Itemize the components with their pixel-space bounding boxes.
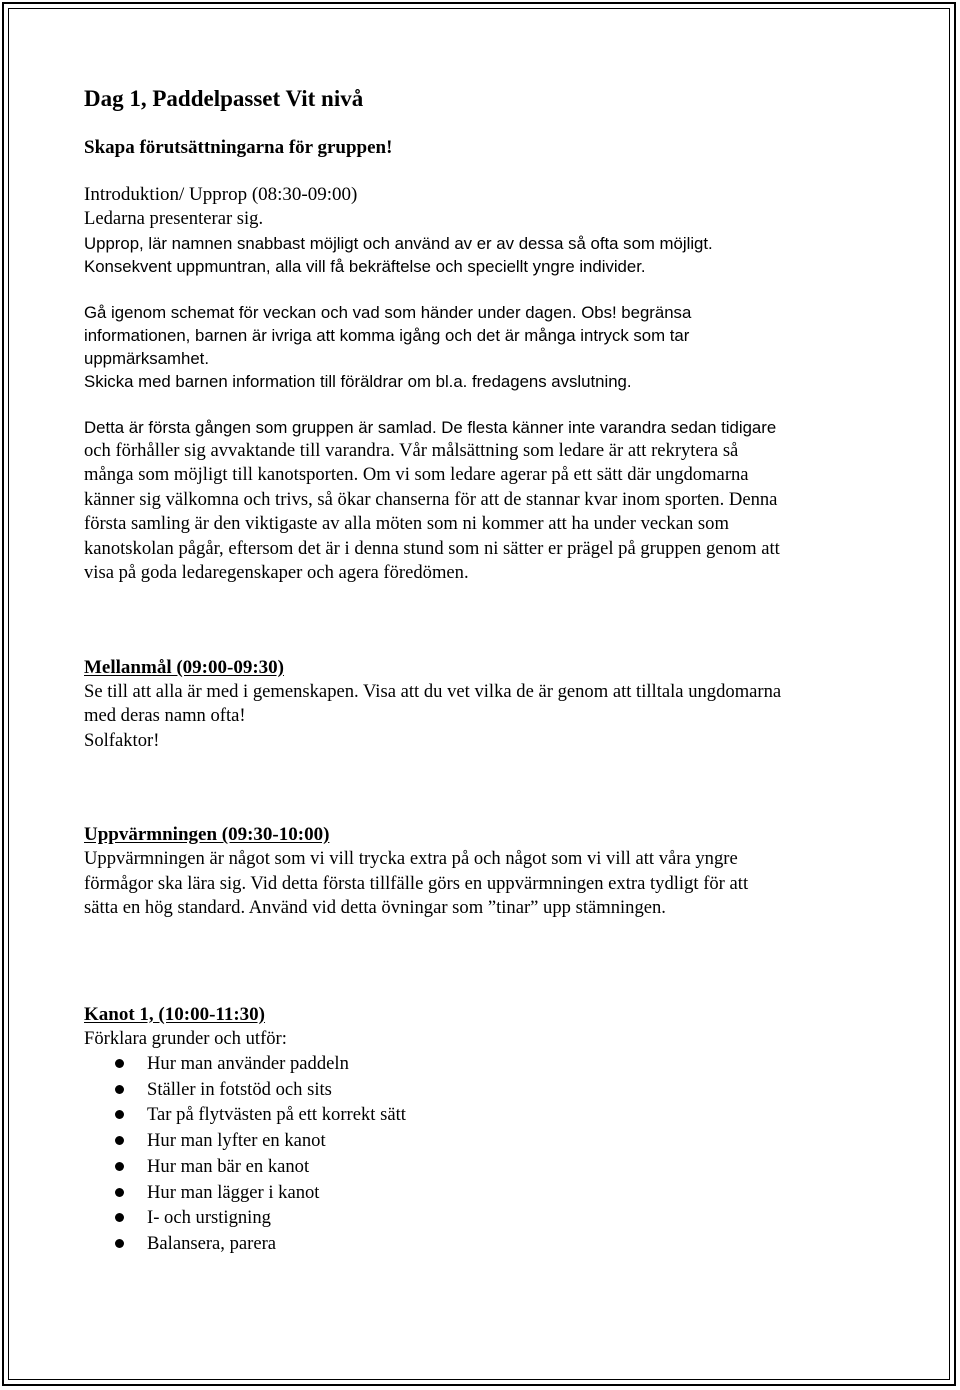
page-title: Dag 1, Paddelpasset Vit nivå xyxy=(84,86,364,111)
bullet-icon xyxy=(115,1110,124,1119)
canoe-heading: Kanot 1, (10:00-11:30) xyxy=(84,1003,266,1025)
snack-line: med deras namn ofta! xyxy=(84,705,246,726)
list-item: Balansera, parera xyxy=(84,1231,894,1257)
section-intro xyxy=(84,183,894,586)
intro-line: Konsekvent uppmuntran, alla vill få bekräftelse och speciellt yngre individer. xyxy=(84,256,646,276)
warmup-line: Uppvärmningen är något som vi vill trycka extra på och något som vi vill att våra yngre xyxy=(84,848,738,869)
list-item: Hur man lägger i kanot xyxy=(84,1180,894,1206)
warmup-line: sätta en hög standard. Använd vid detta övningar som ”tinar” upp stämningen. xyxy=(84,897,666,918)
canoe-list xyxy=(84,1051,894,1257)
intro-paragraph2-line: och förhåller sig avvaktande till varandra. Vår målsättning som ledare är att rekrytera så xyxy=(84,439,739,461)
bullet-icon xyxy=(115,1213,124,1222)
page-subtitle: Skapa förutsättningarna för gruppen! xyxy=(84,137,393,158)
bullet-icon xyxy=(115,1239,124,1248)
bullet-icon xyxy=(115,1085,124,1094)
snack-line: Se till att alla är med i gemenskapen. Visa att du vet vilka de är genom att tilltala ungdomarna xyxy=(84,680,782,702)
intro-paragraph2-line: kanotskolan pågår, eftersom det är i denna stund som ni sätter er prägel på gruppen genom att xyxy=(84,537,780,559)
intro-paragraph1-line: informationen, barnen är ivriga att komma igång och det är många intryck som tar xyxy=(84,325,690,345)
intro-paragraph1-line: Gå igenom schemat för veckan och vad som händer under dagen. Obs! begränsa xyxy=(84,302,692,322)
list-item: Ställer in fotstöd och sits xyxy=(84,1077,894,1103)
canoe-intro: Förklara grunder och utför: xyxy=(84,1027,287,1049)
list-item: Tar på flytvästen på ett korrekt sätt xyxy=(84,1102,894,1128)
bullet-icon xyxy=(115,1188,124,1197)
intro-paragraph2-line: Detta är första gången som gruppen är samlad. De flesta känner inte varandra sedan tidigare xyxy=(84,417,777,437)
list-item: Hur man lyfter en kanot xyxy=(84,1128,894,1154)
intro-paragraph2-line: känner sig välkomna och trivs, så ökar chanserna för att de stannar kvar inom sporten. Denna xyxy=(84,488,778,510)
intro-line: Ledarna presenterar sig. xyxy=(84,208,264,229)
list-item: Hur man använder paddeln xyxy=(84,1051,894,1077)
warmup-line: förmågor ska lära sig. Vid detta första tillfälle görs en uppvärmningen extra tydligt för att xyxy=(84,872,749,894)
list-item: Hur man bär en kanot xyxy=(84,1154,894,1180)
intro-paragraph2-line: visa på goda ledaregenskaper och agera föredömen. xyxy=(84,562,469,583)
intro-paragraph1-line: uppmärksamhet. xyxy=(84,348,209,368)
section-canoe xyxy=(84,1003,894,1257)
bullet-icon xyxy=(115,1059,124,1068)
list-item: I- och urstigning xyxy=(84,1205,894,1231)
intro-paragraph2-line: många som möjligt till kanotsporten. Om vi som ledare agerar på ett sätt där ungdomarna xyxy=(84,464,749,485)
bullet-icon xyxy=(115,1162,124,1171)
section-warmup xyxy=(84,823,894,921)
snack-line: Solfaktor! xyxy=(84,729,160,751)
intro-heading: Introduktion/ Upprop (08:30-09:00) xyxy=(84,184,358,205)
bullet-icon xyxy=(115,1136,124,1145)
document-body xyxy=(84,84,894,1257)
warmup-heading: Uppvärmningen (09:30-10:00) xyxy=(84,824,330,845)
intro-line: Upprop, lär namnen snabbast möjligt och använd av er av dessa så ofta som möjligt. xyxy=(84,233,713,253)
snack-heading: Mellanmål (09:00-09:30) xyxy=(84,656,284,678)
intro-paragraph2-line: första samling är den viktigaste av alla möten som ni kommer att ha under veckan som xyxy=(84,513,729,534)
intro-paragraph1-line: Skicka med barnen information till föräldrar om bl.a. fredagens avslutning. xyxy=(84,371,632,391)
section-snack xyxy=(84,656,894,754)
